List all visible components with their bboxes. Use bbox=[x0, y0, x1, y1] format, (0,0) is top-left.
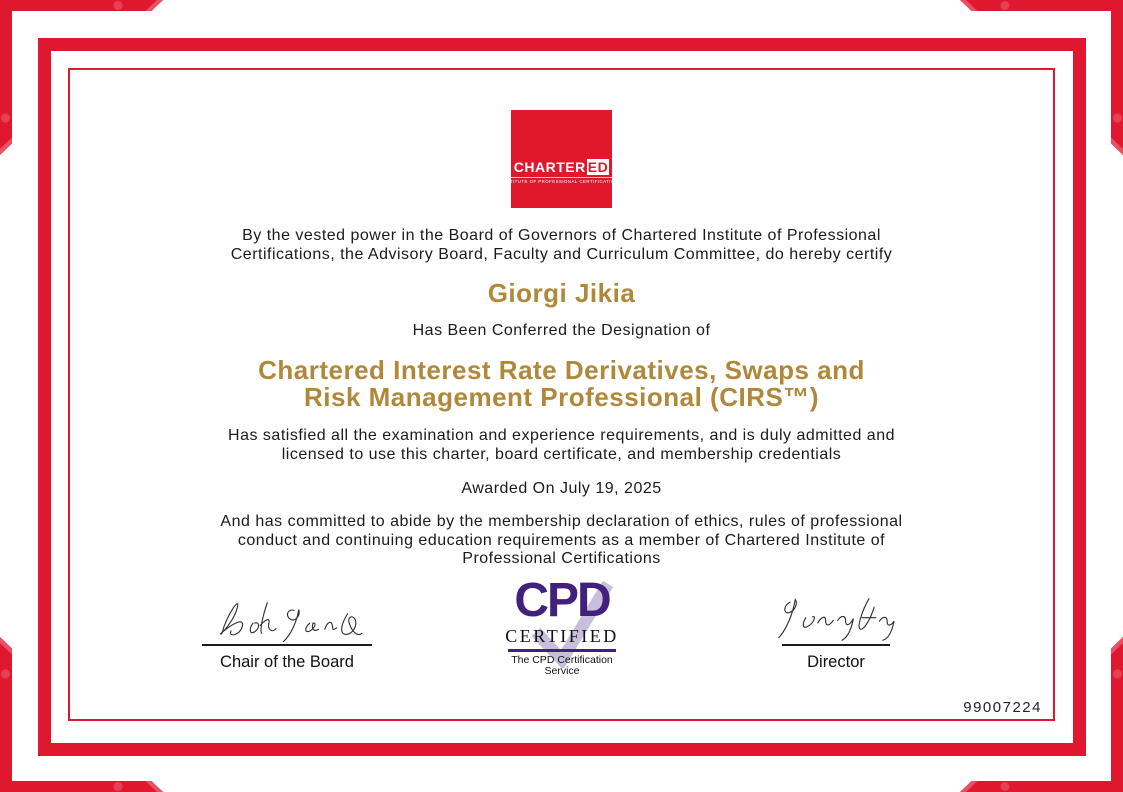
cpd-acronym: CPD bbox=[514, 574, 610, 627]
conferred-line: Has Been Conferred the Designation of bbox=[412, 322, 711, 339]
chair-signature-icon bbox=[192, 590, 382, 642]
awarded-date-line: Awarded On July 19, 2025 bbox=[461, 480, 662, 497]
designation-title bbox=[78, 357, 1045, 411]
logo-brand-suffix: ED bbox=[587, 158, 609, 175]
satisfied-paragraph bbox=[78, 427, 1045, 464]
logo-brand-text: CHARTER ED bbox=[513, 158, 609, 175]
intro-line: Certifications, the Advisory Board, Faculty and Curriculum Committee, do hereby certify bbox=[230, 245, 893, 263]
commitment-line: conduct and continuing education requirements as a member of Chartered Institute of bbox=[237, 531, 886, 549]
chartered-institute-logo bbox=[501, 110, 622, 208]
recipient-name: Giorgi Jikia bbox=[487, 278, 636, 308]
designation-line: Risk Management Professional (CIRS™) bbox=[304, 382, 819, 412]
satisfied-line: licensed to use this charter, board certificate, and membership credentials bbox=[281, 445, 842, 463]
cpd-certified-label: CERTIFIED bbox=[505, 626, 619, 646]
intro-line: By the vested power in the Board of Governors of Chartered Institute of Professional bbox=[242, 227, 881, 244]
cpd-certified-badge bbox=[492, 574, 632, 677]
certificate-number: 99007224 bbox=[963, 699, 1042, 716]
director-signature-icon bbox=[761, 590, 911, 642]
signature-block-chair bbox=[162, 590, 412, 672]
cpd-service-line: Service bbox=[544, 664, 580, 677]
commitment-paragraph bbox=[78, 513, 1045, 569]
chair-signature-line bbox=[202, 644, 372, 646]
cpd-underline bbox=[508, 649, 616, 652]
commitment-line: Professional Certifications bbox=[462, 550, 661, 567]
director-signature-line bbox=[782, 644, 890, 646]
intro-paragraph bbox=[78, 227, 1045, 264]
logo-subtitle: INSTITUTE OF PROFESSIONAL CERTIFICATIONS bbox=[501, 178, 622, 184]
commitment-line: And has committed to abide by the membership declaration of ethics, rules of professional bbox=[220, 513, 903, 530]
director-title: Director bbox=[807, 652, 865, 671]
satisfied-line: Has satisfied all the examination and experience requirements, and is duly admitted and bbox=[228, 427, 895, 444]
chair-title: Chair of the Board bbox=[220, 652, 354, 671]
cpd-service-line: The CPD Certification bbox=[511, 653, 613, 666]
designation-line: Chartered Interest Rate Derivatives, Swaps and bbox=[258, 355, 865, 385]
signature-block-director bbox=[711, 590, 961, 672]
